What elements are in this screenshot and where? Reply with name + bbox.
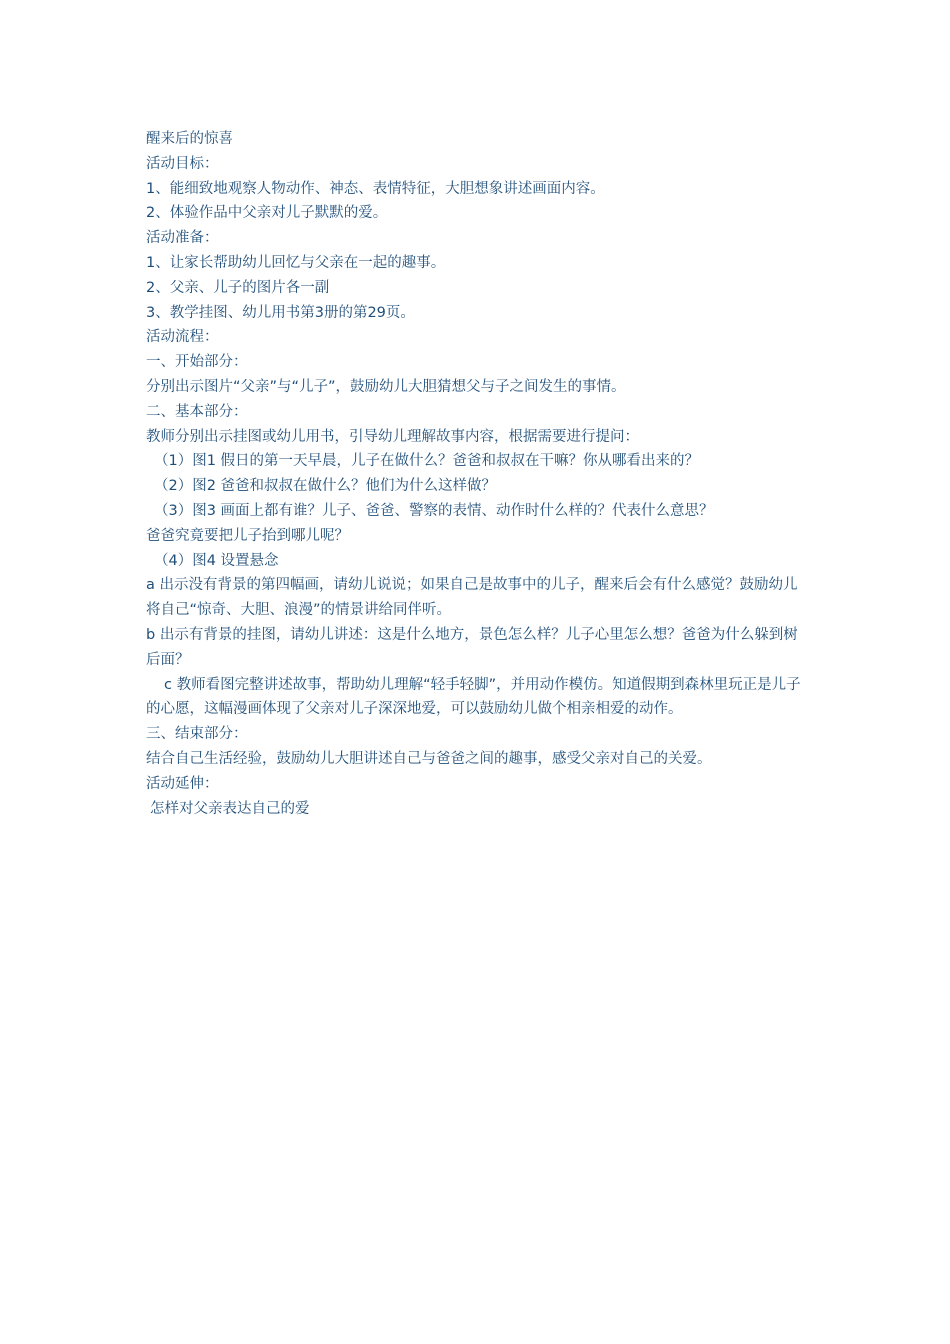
- part1-text: 分别出示图片“父亲”与“儿子”，鼓励幼儿大胆猜想父与子之间发生的事情。: [146, 378, 626, 395]
- item-b: b 出示有背景的挂图，请幼儿讲述：这是什么地方，景色怎么样？儿子心里怎么想？爸爸为什么躲到树后面？: [146, 626, 798, 668]
- question-continuation: 爸爸究竟要把儿子抬到哪儿呢？: [146, 527, 349, 544]
- document-body: [146, 127, 811, 821]
- extension-heading: 活动延伸：: [146, 775, 219, 792]
- extension-text: 怎样对父亲表达自己的爱: [150, 800, 310, 817]
- part2-intro: 教师分别出示挂图或幼儿用书，引导幼儿理解故事内容，根据需要进行提问：: [146, 428, 639, 445]
- document-title: 醒来后的惊喜: [146, 131, 233, 147]
- question-item: （2）图2 爸爸和叔叔在做什么？他们为什么这样做？: [154, 478, 497, 495]
- question-item: （3）图3 画面上都有谁？儿子、爸爸、警察的表情、动作时什么样的？代表什么意思？: [154, 502, 714, 519]
- question-item: （1）图1 假日的第一天早晨，儿子在做什么？爸爸和叔叔在干嘛？你从哪看出来的？: [154, 453, 700, 470]
- part3-heading: 三、结束部分：: [146, 726, 248, 743]
- prep-item: 2、父亲、儿子的图片各一副: [146, 279, 330, 296]
- part3-text: 结合自己生活经验，鼓励幼儿大胆讲述自己与爸爸之间的趣事，感受父亲对自己的关爱。: [146, 750, 712, 767]
- goal-item: 2、体验作品中父亲对儿子默默的爱。: [146, 205, 388, 222]
- goals-heading: 活动目标：: [146, 155, 219, 172]
- prep-item: 3、教学挂图、幼儿用书第3册的第29页。: [146, 304, 415, 321]
- process-heading: 活动流程：: [146, 329, 219, 346]
- part1-heading: 一、开始部分：: [146, 354, 248, 371]
- part2-heading: 二、基本部分：: [146, 403, 248, 420]
- item-c: c 教师看图完整讲述故事，帮助幼儿理解“轻手轻脚”，并用动作模仿。知道假期到森林里玩正是儿子的心愿，这幅漫画体现了父亲对儿子深深地爱，可以鼓励幼儿做个相亲相爱的动作。: [146, 676, 801, 718]
- goal-item: 1、能细致地观察人物动作、神态、表情特征，大胆想象讲述画面内容。: [146, 180, 605, 197]
- question-item: （4）图4 设置悬念: [154, 552, 279, 569]
- item-a: a 出示没有背景的第四幅画，请幼儿说说；如果自己是故事中的儿子，醒来后会有什么感觉？鼓励幼儿将自己“惊奇、大胆、浪漫”的情景讲给同伴听。: [146, 577, 798, 619]
- prep-heading: 活动准备：: [146, 230, 219, 247]
- prep-item: 1、让家长帮助幼儿回忆与父亲在一起的趣事。: [146, 254, 446, 271]
